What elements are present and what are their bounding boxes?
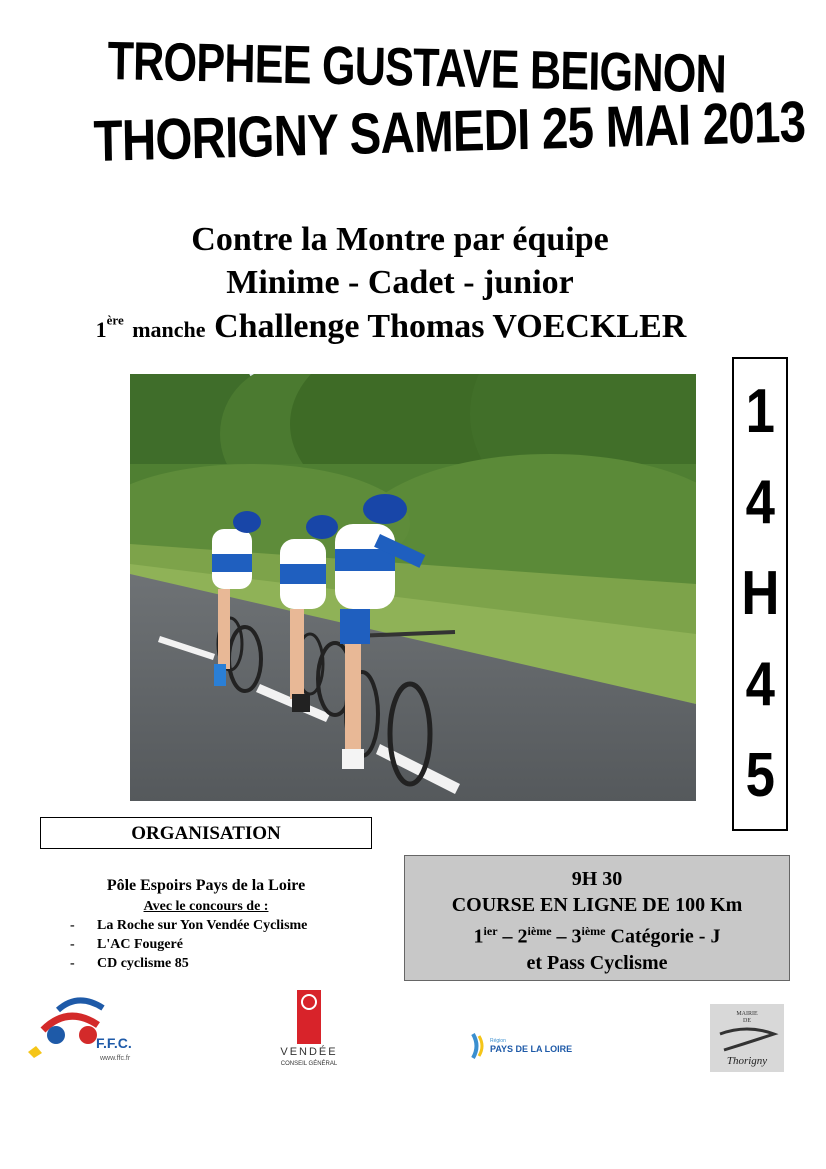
list-item: - CD cyclisme 85 (70, 956, 189, 971)
svg-text:MAIRIE: MAIRIE (736, 1011, 758, 1017)
svg-text:F.F.C.: F.F.C. (96, 1035, 132, 1051)
organisation-heading: ORGANISATION (40, 817, 372, 849)
race-categories: $1^{ier} - 2ième - 3ième$ Catégorie - J (473, 924, 721, 948)
ffc-logo (18, 990, 146, 1068)
time-char: 1 (745, 377, 775, 447)
svg-text:CONSEIL GÉNÉRAL: CONSEIL GÉNÉRAL (280, 1061, 338, 1067)
race-type: COURSE EN LIGNE DE 100 Km (451, 894, 743, 916)
time-char: H (740, 558, 780, 628)
vendee-logo (268, 988, 350, 1070)
svg-text:VENDÉE: VENDÉE (280, 1046, 338, 1058)
race-pass: et Pass Cyclisme (526, 951, 668, 974)
round-word: manche (132, 317, 206, 342)
svg-text:Région: Région (490, 1038, 506, 1044)
region-pays-de-la-loire-logo (470, 1030, 576, 1062)
event-subtitle-format: Contre la Montre par équipe (191, 221, 609, 258)
race-time: 9H 30 (571, 868, 623, 890)
event-date-location: THORIGNY SAMEDI 25 MAI 2013 (93, 89, 806, 174)
svg-text:Thorigny: Thorigny (726, 1055, 768, 1067)
svg-text:PAYS DE LA LOIRE: PAYS DE LA LOIRE (490, 1044, 573, 1054)
round-number: 1 (95, 317, 107, 342)
start-time-box (732, 357, 788, 831)
svg-text:www.ffc.fr: www.ffc.fr (100, 1055, 131, 1062)
organiser-name: Pôle Espoirs Pays de la Loire (106, 877, 306, 894)
partner-list (70, 918, 307, 975)
round-sup: ère (106, 312, 124, 328)
event-subtitle-categories: Minime - Cadet - junior (226, 264, 574, 301)
svg-text:DE: DE (743, 1018, 751, 1024)
challenge-line (0, 308, 804, 346)
event-title: TROPHEE GUSTAVE BEIGNON (107, 30, 727, 105)
road-race-box (404, 855, 790, 981)
list-item: - La Roche sur Yon Vendée Cyclisme (70, 918, 308, 933)
list-item: - L'AC Fougeré (70, 937, 183, 952)
challenge-name: Challenge Thomas VOECKLER (214, 308, 687, 345)
time-char: 4 (745, 649, 775, 719)
time-char: 5 (745, 740, 775, 810)
concours-label: Avec le concours de : (143, 899, 269, 914)
time-char: 4 (745, 468, 775, 538)
cyclists-illustration (130, 374, 696, 801)
mairie-thorigny-logo (710, 1004, 784, 1072)
cyclists-photo (130, 374, 696, 801)
